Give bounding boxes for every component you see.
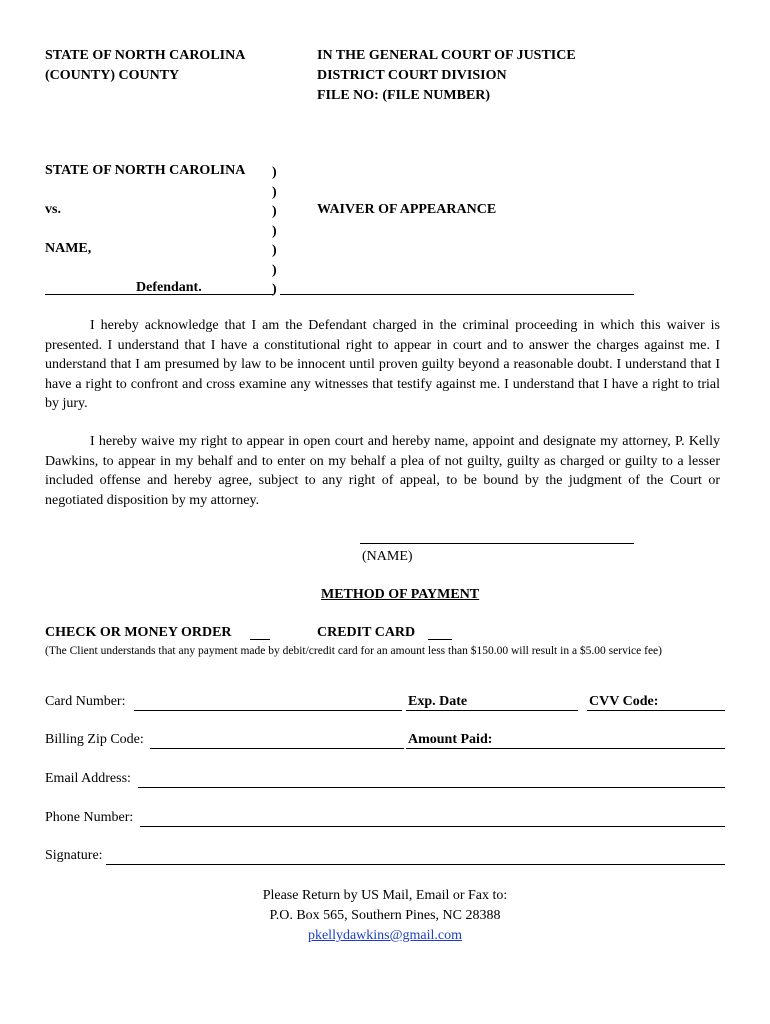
caption-parentheses: ) ) ) ) ) ) ) [272,165,277,297]
caption-left-rule [45,294,273,295]
credit-card-checkbox[interactable] [428,639,452,640]
check-money-order-label: CHECK OR MONEY ORDER [45,625,232,640]
exp-date-label: Exp. Date [408,694,468,709]
exp-date-field[interactable] [406,710,578,711]
phone-label: Phone Number: [45,810,134,825]
signature-label: Signature: [45,848,103,863]
state-line: STATE OF NORTH CAROLINA [45,48,246,63]
division-line: DISTRICT COURT DIVISION [317,68,507,83]
credit-card-label: CREDIT CARD [317,625,416,640]
payment-title: METHOD OF PAYMENT [321,587,480,602]
file-number-line: FILE NO: (FILE NUMBER) [317,88,491,103]
mailing-address: P.O. Box 565, Southern Pines, NC 28388 [269,908,501,923]
signature-field[interactable] [106,864,725,865]
return-instructions [0,886,770,946]
email-label: Email Address: [45,771,131,786]
card-number-label: Card Number: [45,694,126,709]
caption-right-rule [280,294,634,295]
card-number-field[interactable] [134,710,402,711]
name-label: (NAME) [362,549,413,564]
county-line: (COUNTY) COUNTY [45,68,180,83]
court-line: IN THE GENERAL COURT OF JUSTICE [317,48,576,63]
service-fee-note: (The Client understands that any payment made by debit/credit card for an amount less than $150.00 will result in a $5.00 service fee) [45,645,662,657]
court-state-header [45,46,245,86]
cvv-label: CVV Code: [589,694,659,709]
caption-defendant-name: NAME, [45,241,92,256]
billing-zip-label: Billing Zip Code: [45,732,144,747]
billing-zip-field[interactable] [150,748,404,749]
contact-email-link[interactable]: pkellydawkins@gmail.com [307,928,463,943]
check-money-order-checkbox[interactable] [250,639,270,640]
caption-vs: vs. [45,202,61,217]
document-title: WAIVER OF APPEARANCE [317,202,497,217]
caption-defendant-label: Defendant. [136,280,202,295]
return-line: Please Return by US Mail, Email or Fax to: [262,888,508,903]
caption-plaintiff: STATE OF NORTH CAROLINA [45,163,246,178]
cvv-field[interactable] [587,710,725,711]
acknowledgement-paragraph: I hereby acknowledge that I am the Defendant charged in the criminal proceeding in which this waiver is presented. I understand that I have a constitutional right to appear in court and to answer the charges against me. I understand that I am presumed by law to be innocent until proven guilty beyond a reasonable doubt. I understand that I have a right to confront and cross examine any witnesses that testify against me. I understand that I have a right to trial by jury. [45,318,720,412]
amount-paid-label: Amount Paid: [408,732,493,747]
court-division-header [317,46,576,106]
email-field[interactable] [138,787,725,788]
waiver-paragraph: I hereby waive my right to appear in open court and hereby name, appoint and designate my attorney, P. Kelly Dawkins, to appear in my behalf and to enter on my behalf a plea of not guilty, guilty as charged or guilty to a lesser included offense and hereby agree, subject to any right of appeal, to be bound by the judgment of the Court or negotiated disposition by my attorney. [45,434,720,508]
name-signature-line[interactable] [360,543,634,544]
phone-field[interactable] [140,826,725,827]
amount-paid-field[interactable] [406,748,725,749]
